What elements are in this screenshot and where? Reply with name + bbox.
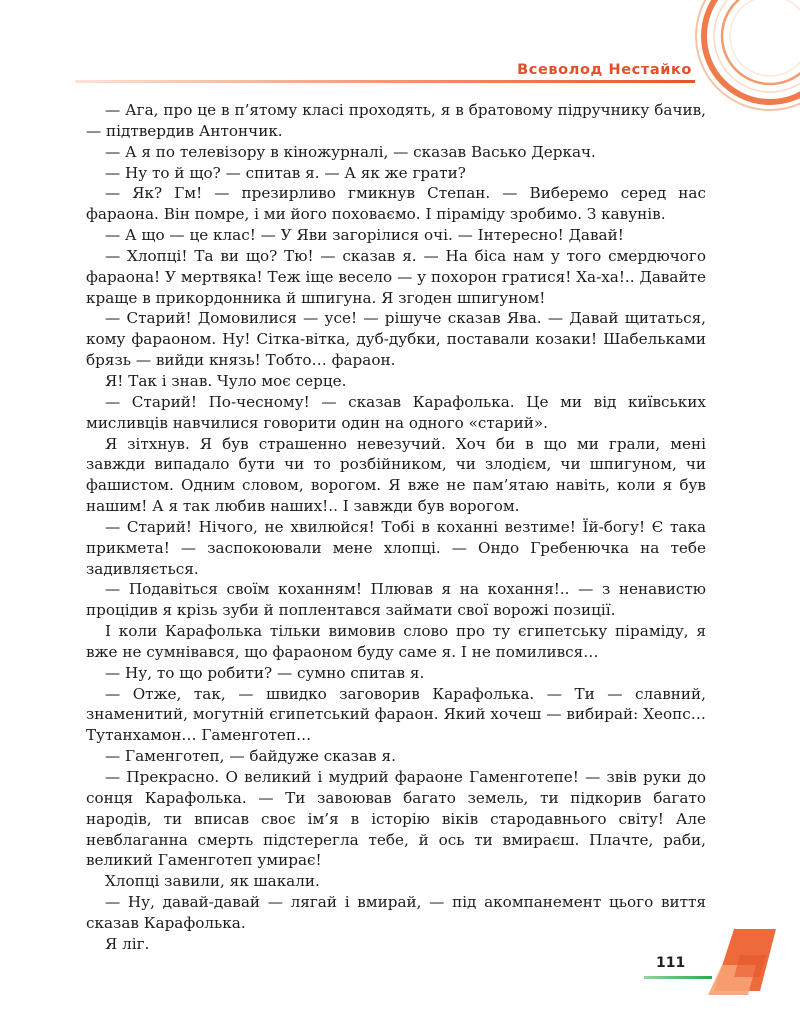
paragraph: — А що — це клас! — У Яви загорілися очі. — Інтересно! Давай! xyxy=(105,226,624,245)
paragraph: — Хлопці! Та ви що? Тю! — сказав я. — На біса нам у того смердючого фараона! У мертвяка! Теж іще весело — у похорон гратися! Ха-ха!.. Давайте краще в прикордонника й шпигуна. Я згоден шпигуном! xyxy=(86,246,706,307)
paragraph: — Отже, так, — швидко заговорив Карафолька. — Ти — славний, знаменитий, могутній єгипетський фараон. Який хочеш — вибирай: Хеопс… Тутанхамон… Гаменготеп… xyxy=(86,684,706,745)
paragraph: — Подавіться своїм коханням! Плював я на кохання!.. — з ненавистю процідив я крізь зуби й поплентався займати свої ворожі позиції. xyxy=(86,580,706,620)
paragraph: — Ну, давай-давай — лягай і вмирай, — під акомпанемент цього виття сказав Карафолька. xyxy=(86,893,706,932)
story-text xyxy=(86,100,706,955)
paragraph: — Ага, про це в п’ятому класі проходять, я в братовому підручнику бачив, — підтвердив Антончик. xyxy=(86,101,706,140)
paragraph: Я! Так і знав. Чуло моє серце. xyxy=(105,371,347,390)
paragraph: — Гаменготеп, — байдуже сказав я. xyxy=(105,747,396,766)
paragraph: Я ліг. xyxy=(105,934,150,953)
paragraph: Я зітхнув. Я був страшенно невезучий. Хоч би в що ми грали, мені завжди випадало бути чи то розбійником, чи злодієм, чи шпигуном, чи фашистом. Одним словом, ворогом. Я вже не пам’ятаю навіть, коли я був нашим! А я так любив наших!.. І завжди був ворогом. xyxy=(86,434,706,516)
page-number: 111 xyxy=(656,955,686,971)
paragraph: — Прекрасно. О великий і мудрий фараоне Гаменготепе! — звів руки до сонця Карафолька. — Ти завоював багато земель, ти підкорив багато народів, ти вписав своє ім’я в історію віків стародавнього світу! Але невблаганна смерть підстерегла тебе, й ось ти вмираєш. Плачте, раби, великий Гаменготеп умирає! xyxy=(86,768,706,870)
header-divider xyxy=(75,80,695,83)
paragraph: — А я по телевізору в кіножурналі, — сказав Васько Деркач. xyxy=(105,142,596,161)
paragraph: І коли Карафолька тільки вимовив слово про ту єгипетську піраміду, я вже не сумнівався, що фараоном буду саме я. І не помилився… xyxy=(86,622,706,661)
author-name: Всеволод Нестайко xyxy=(517,62,692,78)
paragraph: — Старий! Нічого, не хвилюйся! Тобі в коханні везтиме! Їй-богу! Є така прикмета! — заспокоювали мене хлопці. — Ондо Гребенючка на тебе задивляється. xyxy=(86,517,706,578)
paragraph: — Ну то й що? — спитав я. — А як же грати? xyxy=(105,163,466,182)
paragraph: — Ну, то що робити? — сумно спитав я. xyxy=(105,663,425,682)
paragraph: Хлопці завили, як шакали. xyxy=(105,872,320,891)
paragraph: — Старий! Домовилися — усе! — рішуче сказав Ява. — Давай щитаться, кому фараоном. Ну! Сітка-вітка, дуб-дубки, поставали козаки! Шабельками брязь — вийди князь! Тобто… фараон. xyxy=(86,309,706,370)
paragraph: — Як? Гм! — презирливо гмикнув Степан. — Виберемо серед нас фараона. Він помре, і ми його поховаємо. І піраміду зробимо. З кавунів. xyxy=(86,184,706,224)
paragraph: — Старий! По-чесному! — сказав Карафолька. Це ми від київських мисливців навчилися говорити один на одного «старий». xyxy=(86,392,706,432)
decorative-page-tab xyxy=(700,925,780,995)
